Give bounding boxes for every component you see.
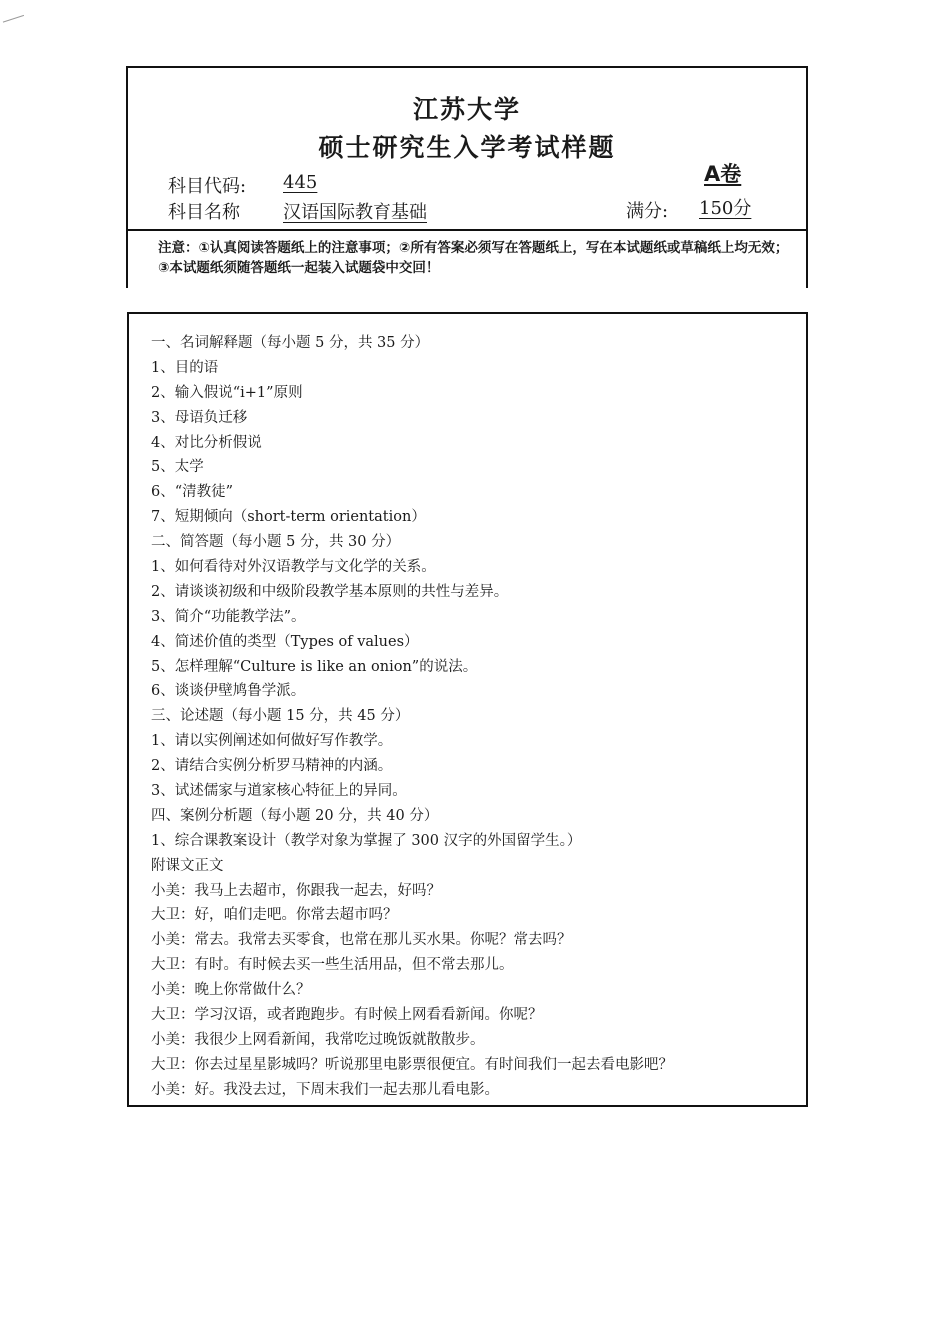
question-line: 1、目的语	[151, 359, 219, 376]
question-line: 2、输入假说“i+1”原则	[151, 384, 303, 401]
dialogue-line: 小美：我马上去超市，你跟我一起去，好吗？	[151, 882, 441, 899]
question-line: 2、请谈谈初级和中级阶段教学基本原则的共性与差异。	[151, 583, 509, 600]
dialogue-line: 大卫：你去过星星影城吗？听说那里电影票很便宜。有时间我们一起去看电影吧？	[151, 1056, 673, 1073]
exam-header	[126, 66, 808, 288]
subject-code: 445	[283, 172, 318, 193]
subject-code-label: 科目代码:	[168, 176, 247, 197]
subject-name: 汉语国际教育基础	[283, 202, 427, 223]
section-heading: 三、论述题（每小题 15 分，共 45 分）	[151, 708, 410, 725]
paper-variant: A卷	[704, 162, 742, 186]
section-heading: 四、案例分析题（每小题 20 分，共 40 分）	[151, 807, 439, 824]
exam-title: 硕士研究生入学考试样题	[318, 133, 616, 162]
university-name: 江苏大学	[412, 95, 521, 124]
question-line: 4、简述价值的类型（Types of values）	[151, 633, 419, 650]
dialogue-line: 大卫：学习汉语，或者跑跑步。有时候上网看看新闻。你呢？	[151, 1007, 543, 1024]
dialogue-line: 大卫：有时。有时候去买一些生活用品，但不常去那儿。	[151, 957, 514, 974]
question-line: 6、谈谈伊壁鸠鲁学派。	[151, 683, 306, 700]
scan-artifact	[3, 15, 27, 32]
question-line: 1、如何看待对外汉语教学与文化学的关系。	[151, 559, 436, 576]
question-line: 5、太学	[151, 459, 204, 476]
exam-notice: 注意：①认真阅读答题纸上的注意事项；②所有答案必须写在答题纸上，写在本试题纸或草稿纸上均无效；③本试题纸须随答题纸一起装入试题袋中交回！	[158, 240, 789, 276]
text-heading: 附课文正文	[151, 857, 224, 874]
question-line: 4、对比分析假说	[151, 434, 262, 451]
subject-name-label: 科目名称	[168, 202, 240, 223]
dialogue-line: 小美：常去。我常去买零食，也常在那儿买水果。你呢？常去吗？	[151, 932, 572, 949]
header-divider	[128, 229, 806, 231]
full-score-label: 满分:	[626, 201, 669, 222]
dialogue-line: 小美：我很少上网看新闻，我常吃过晚饭就散散步。	[151, 1031, 485, 1048]
question-line: 3、母语负迁移	[151, 409, 248, 426]
question-line: 6、“清教徒”	[151, 484, 234, 501]
full-score: 150分	[699, 198, 752, 219]
question-line: 2、请结合实例分析罗马精神的内涵。	[151, 758, 393, 775]
question-line: 3、试述儒家与道家核心特征上的异同。	[151, 783, 407, 800]
question-line: 3、简介“功能教学法”。	[151, 608, 306, 625]
question-list	[151, 331, 791, 1103]
question-box	[127, 312, 808, 1107]
question-line: 7、短期倾向（short-term orientation）	[151, 509, 426, 526]
dialogue-line: 大卫：好，咱们走吧。你常去超市吗？	[151, 907, 398, 924]
dialogue-line: 小美：好。我没去过，下周末我们一起去那儿看电影。	[151, 1081, 499, 1098]
dialogue-line: 小美：晚上你常做什么？	[151, 982, 311, 999]
section-heading: 二、简答题（每小题 5 分，共 30 分）	[151, 534, 401, 551]
section-heading: 一、名词解释题（每小题 5 分，共 35 分）	[151, 335, 430, 351]
question-line: 5、怎样理解“Culture is like an onion”的说法。	[151, 658, 478, 675]
question-line: 1、综合课教案设计（教学对象为掌握了 300 汉字的外国留学生。）	[151, 832, 582, 849]
question-line: 1、请以实例阐述如何做好写作教学。	[151, 733, 393, 750]
